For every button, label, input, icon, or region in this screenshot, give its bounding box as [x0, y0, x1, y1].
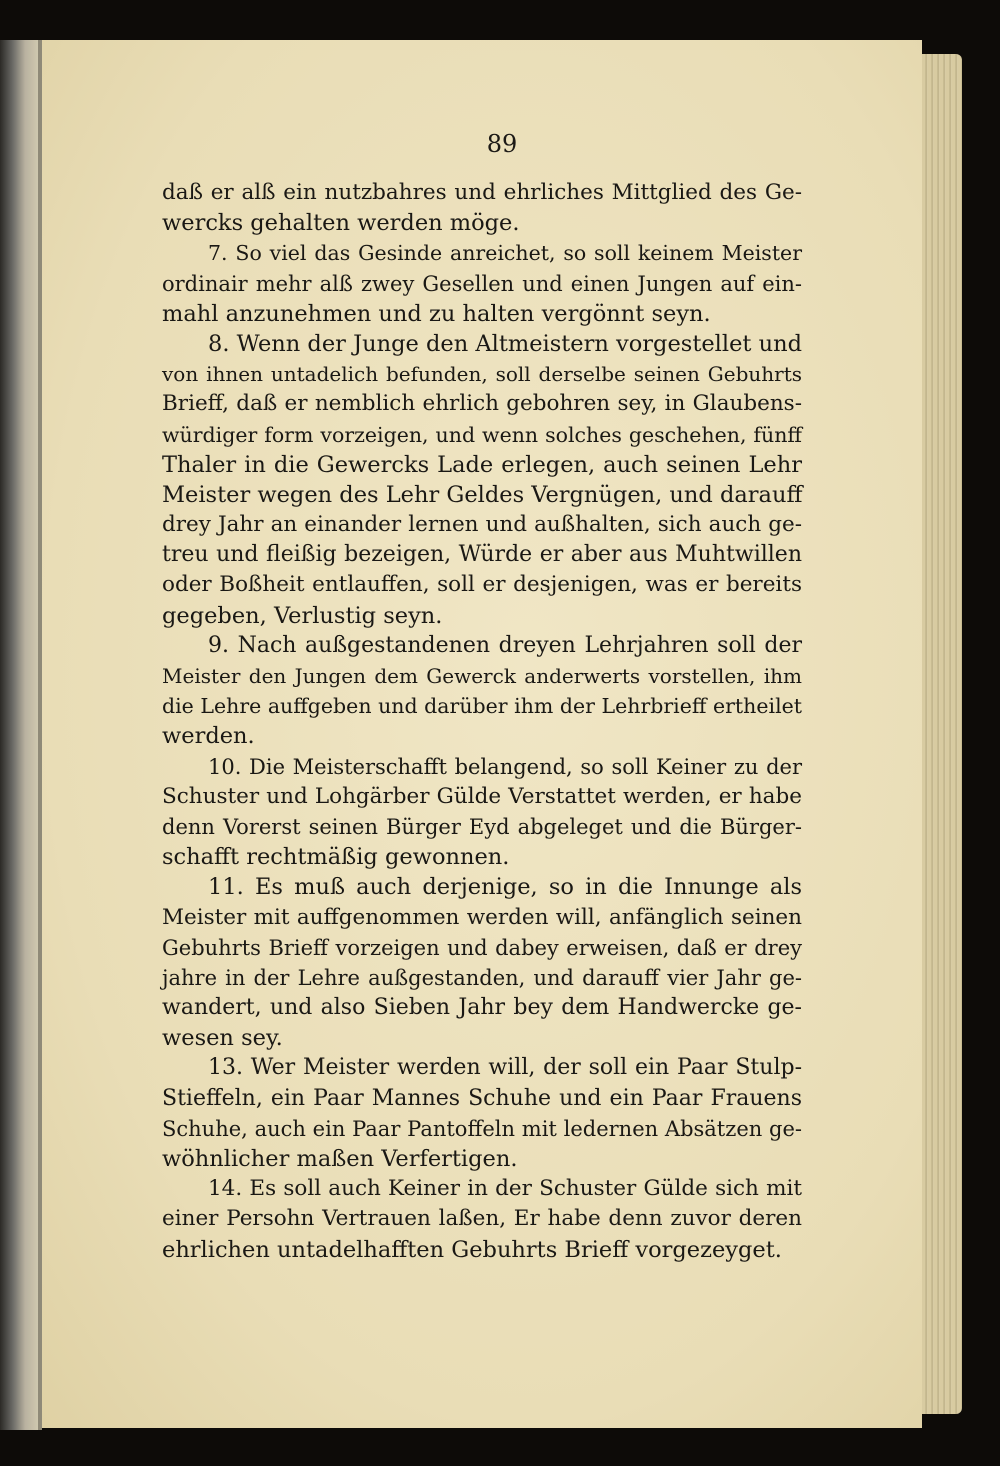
text-line: Schuhe, auch ein Paar Pantoffeln mit ledernen Absätzen ge-	[162, 1116, 802, 1141]
text-line: wesen sey.	[162, 1025, 283, 1052]
text-line: werden.	[162, 723, 255, 750]
left-page-edge	[0, 40, 42, 1430]
text-line: 13. Wer Meister werden will, der soll ein Paar Stulp-	[208, 1055, 802, 1081]
text-line: jahre in der Lehre außgestanden, und darauff vier Jahr ge-	[162, 965, 802, 990]
body-text	[162, 178, 802, 1265]
text-line: 7. So viel das Gesinde anreichet, so soll keinem Meister	[208, 241, 802, 266]
text-line: mahl anzunehmen und zu halten vergönnt seyn.	[162, 300, 711, 327]
text-line: daß er alß ein nutzbahres und ehrliches Mittglied des Ge-	[162, 180, 802, 205]
text-line: 10. Die Meisterschafft belangend, so soll Keiner zu der	[208, 754, 802, 779]
text-line: Brieff, daß er nemblich ehrlich gebohren sey, in Glaubens-	[162, 391, 802, 417]
text-line: ordinair mehr alß zwey Gesellen und einen Jungen auf ein-	[162, 271, 802, 296]
text-line: 8. Wenn der Junge den Altmeistern vorgestellet und	[208, 330, 802, 357]
page-number: 89	[486, 130, 518, 158]
book-page	[42, 40, 922, 1428]
text-line: Schuster und Lohgärber Gülde Verstattet werden, er habe	[162, 783, 802, 809]
text-line: einer Persohn Vertrauen laßen, Er habe denn zuvor deren	[162, 1206, 802, 1232]
text-line: gegeben, Verlustig seyn.	[162, 602, 443, 629]
text-line: denn Vorerst seinen Bürger Eyd abgeleget und die Bürger-	[162, 814, 802, 839]
text-line: drey Jahr an einander lernen und außhalten, sich auch ge-	[162, 512, 802, 538]
text-line: schafft rechtmäßig gewonnen.	[162, 844, 510, 871]
text-line: Meister wegen des Lehr Geldes Vergnügen, und darauff	[162, 481, 803, 508]
page-stack-edge	[922, 54, 962, 1414]
text-line: Gebuhrts Brieff vorzeigen und dabey erweisen, daß er drey	[162, 935, 802, 960]
text-line: wöhnlicher maßen Verfertigen.	[162, 1146, 518, 1172]
text-line: Thaler in die Gewercks Lade erlegen, auch seinen Lehr	[162, 451, 802, 478]
text-line: wandert, und also Sieben Jahr bey dem Handwercke ge-	[162, 995, 802, 1021]
text-line: 9. Nach außgestandenen dreyen Lehrjahren soll der	[208, 632, 802, 658]
text-line: oder Boßheit entlauffen, soll er desjenigen, was er bereits	[162, 572, 802, 598]
text-line: die Lehre auffgeben und darüber ihm der Lehrbrieff ertheilet	[162, 694, 802, 719]
text-line: 14. Es soll auch Keiner in der Schuster Gülde sich mit	[208, 1176, 802, 1202]
text-line: würdiger form vorzeigen, und wenn solches geschehen, fünff	[162, 422, 802, 447]
text-line: wercks gehalten werden möge.	[162, 210, 520, 237]
text-line: Meister mit auffgenommen werden will, anfänglich seinen	[162, 904, 802, 930]
text-line: 11. Es muß auch derjenige, so in die Innunge als	[208, 874, 802, 901]
text-line: Meister den Jungen dem Gewerck anderwerts vorstellen, ihm	[162, 664, 802, 688]
text-line: treu und fleißig bezeigen, Würde er aber aus Muhtwillen	[162, 542, 802, 568]
text-line: ehrlichen untadelhafften Gebuhrts Brieff vorgezeyget.	[162, 1236, 782, 1263]
text-line: Stieffeln, ein Paar Mannes Schuhe und ein Paar Frauens	[162, 1085, 802, 1111]
text-line: von ihnen untadelich befunden, soll derselbe seinen Gebuhrts	[162, 362, 802, 387]
